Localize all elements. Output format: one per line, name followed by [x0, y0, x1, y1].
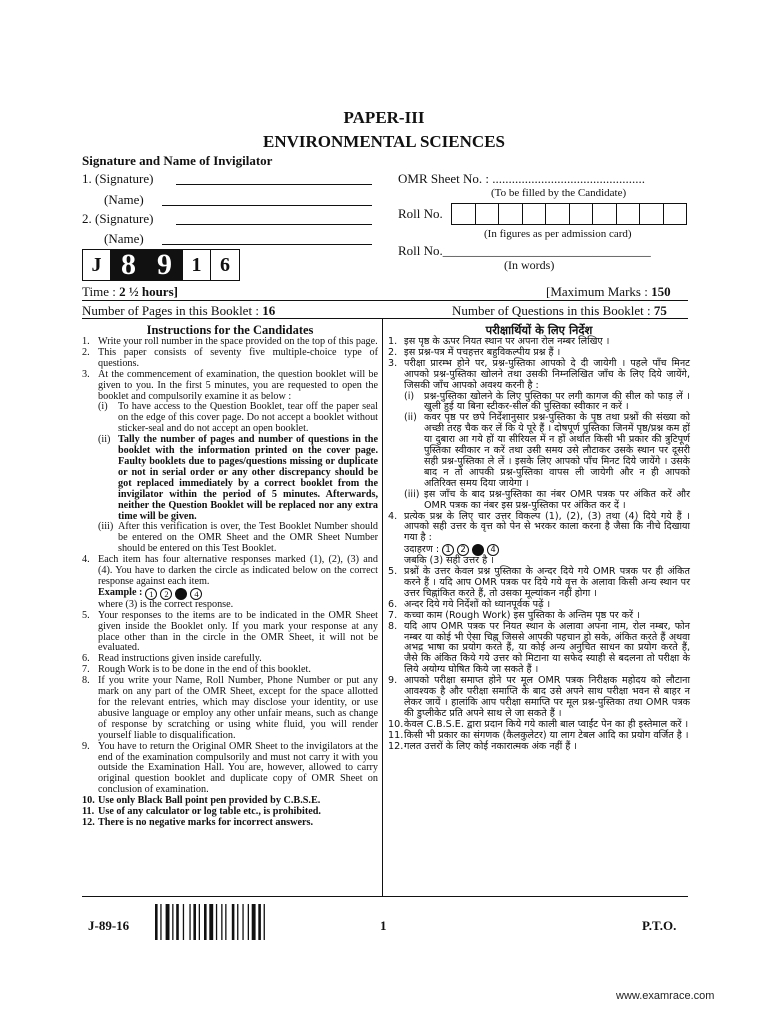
instruction-subitem: (iii) इस जाँच के बाद प्रश्न-पुस्तिका का नंबर OMR पत्रक पर अंकित करें और OMR पत्रक का नंबर इस प्रश्न-पुस्तिका पर अंकित कर दें ।: [404, 488, 690, 511]
name-1-label: (Name): [104, 192, 144, 207]
roll-no-words-label: Roll No.________________________________: [398, 243, 651, 258]
option-circle-4: 4: [190, 588, 202, 600]
instruction-subitem: (ii) Tally the number of pages and number of questions in the booklet with the information printed on the cover page. Faulty booklets due to pages/questions missing or duplicate or not in serial order or any other discrepancy should be got replaced immediately by a correct booklet from the invigilator within the period of 5 minutes. Afterwards, neither the Question Booklet will be replaced nor any extra time will be given.: [98, 434, 378, 522]
paper-code-box: [82, 249, 240, 281]
instructions-heading-hindi: परीक्षार्थियों के लिए निर्देश: [485, 323, 593, 337]
instruction-item: 8. यदि आप OMR पत्रक पर नियत स्थान के अलावा अपना नाम, रोल नम्बर, फोन नम्बर या कोई भी ऐसा चिह्न जिससे आपकी पहचान हो सके, अंकित करते हैं अथवा अभद्र भाषा का प्रयोग करते हैं, या कोई अन्य अनुचित साधन का प्रयोग करते हैं, जैसे कि अंकित किये गये उत्तर को मिटाना या सफेद स्याही से बदलना तो परीक्षा के लिये अयोग्य घोषित किये जा सकते हैं ।: [388, 620, 690, 676]
questions-label: Number of Questions in this Booklet :: [452, 303, 654, 318]
instruction-item: 3. At the commencement of examination, the question booklet will be given to you. In the first 5 minutes, you are requested to open the booklet and compulsorily examine it as below :: [82, 368, 378, 402]
instruction-item: 1. इस पृष्ठ के ऊपर नियत स्थान पर अपना रोल नम्बर लिखिए ।: [388, 336, 610, 347]
time-row: [82, 285, 178, 299]
example-note-hindi: जबकि (3) सही उत्तर है ।: [404, 555, 494, 567]
instructions-english: [82, 323, 378, 829]
option-circle-4: 4: [487, 544, 499, 556]
roll-number-boxes[interactable]: [451, 203, 687, 225]
code-digit-1: 8: [111, 250, 147, 280]
instruction-item: 6. अन्दर दिये गये निर्देशों को ध्यानपूर्वक पढ़ें ।: [388, 598, 551, 610]
pto-label: P.T.O.: [642, 918, 677, 933]
max-marks-value: 150: [651, 284, 671, 299]
instruction-item: 10. Use only Black Ball point pen provided by C.B.S.E.: [82, 795, 321, 807]
instruction-item: 1. Write your roll number in the space provided on the top of this page.: [82, 336, 378, 347]
code-digit-3: 1: [183, 250, 211, 280]
roll-no-words-note: (In words): [504, 258, 555, 272]
instructions-heading: Instructions for the Candidates: [146, 323, 314, 337]
instruction-item: 3. परीक्षा प्रारम्भ होने पर, प्रश्न-पुस्तिका आपको दे दी जायेगी । पहले पाँच मिनट आपको प्रश्न-पुस्तिका खोलने तथा उसकी निम्नलिखित जाँच के लिए दिये जायेंगे, जिसकी जाँच आपको अवश्य करनी है :: [388, 357, 690, 391]
option-circle-1: 1: [145, 588, 157, 600]
column-divider: [382, 318, 383, 896]
code-letter: J: [83, 250, 111, 280]
omr-sheet-note: (To be filled by the Candidate): [491, 187, 627, 199]
invigilator-heading: Signature and Name of Invigilator: [82, 153, 273, 168]
instruction-subitem: (i) प्रश्न-पुस्तिका खोलने के लिए पुस्तिका पर लगी कागज की सील को फाड़ लें । खुली हुई या बिना स्टीकर-सील की पुस्तिका स्वीकार न करें ।: [404, 390, 690, 413]
max-marks-row: [546, 285, 671, 299]
option-circle-2: 2: [160, 588, 172, 600]
instruction-item: 12. There is no negative marks for incorrect answers.: [82, 816, 314, 828]
instruction-item: 8. If you write your Name, Roll Number, Phone Number or put any mark on any part of the OMR Sheet, except for the space allotted for the relevant entries, which may disclose your identity, or use abusive language or employ any other unfair means, such as change of response by scratching or using white fluid, you will render yourself liable to disqualification.: [82, 675, 378, 741]
option-circle-2: 2: [457, 544, 469, 556]
instruction-item: 5. प्रश्नों के उत्तर केवल प्रश्न पुस्तिका के अन्दर दिये गये OMR पत्रक पर ही अंकित करने हैं । यदि आप OMR पत्रक पर दिये गये वृत्त के अलावा किसी अन्य स्थान पर उत्तर चिह्नांकित करते हैं, तो उसका मूल्यांकन नहीं होगा ।: [388, 566, 690, 599]
questions-row: [452, 304, 667, 318]
instruction-item: 2. इस प्रश्न-पत्र में पचहत्तर बहुविकल्पीय प्रश्न हैं ।: [388, 346, 561, 358]
instruction-item: 7. कच्चा काम (Rough Work) इस पुस्तिका के अन्तिम पृष्ठ पर करें ।: [388, 609, 640, 621]
instruction-item: 12. गलत उत्तरों के लिए कोई नकारात्मक अंक नहीं हैं ।: [388, 740, 578, 752]
divider-top: [82, 300, 688, 301]
instruction-item: 7. Rough Work is to be done in the end of this booklet.: [82, 664, 311, 676]
signature-1-line[interactable]: [176, 184, 372, 185]
example-note: where (3) is the correct response.: [98, 598, 234, 610]
roll-no-label: Roll No.: [398, 206, 443, 221]
instruction-item: 11. किसी भी प्रकार का संगणक (कैलकुलेटर) या लाग टेबल आदि का प्रयोग वर्जित है ।: [388, 729, 689, 741]
instructions-hindi: [388, 323, 690, 753]
example-label: Example :: [98, 587, 143, 599]
instruction-item: 4. प्रत्येक प्रश्न के लिए चार उत्तर विकल्प (1), (2), (3) तथा (4) दिये गये हैं । आपको सही उत्तर के वृत्त को पेन से भरकर काला करना है जैसा कि नीचे दिखाया गया है :: [388, 510, 690, 544]
pages-row: [82, 304, 275, 318]
barcode-icon: [155, 904, 297, 940]
signature-2-line[interactable]: [176, 224, 372, 225]
instruction-subitem: (i) To have access to the Question Booklet, tear off the paper seal on the edge of this cover page. Do not accept a booklet without sticker-seal and do not accept an open booklet.: [98, 401, 378, 435]
name-2-label: (Name): [104, 231, 144, 246]
paper-number: PAPER-III: [343, 108, 425, 127]
instruction-item: 6. Read instructions given inside carefully.: [82, 653, 262, 665]
page-number: 1: [380, 918, 387, 933]
subject-title: ENVIRONMENTAL SCIENCES: [263, 132, 505, 151]
questions-value: 75: [653, 303, 667, 318]
pages-label: Number of Pages in this Booklet :: [82, 303, 263, 318]
instruction-item: 11. Use of any calculator or log table etc., is prohibited.: [82, 806, 321, 818]
roll-no-note: (In figures as per admission card): [484, 228, 632, 240]
signature-2-label: 2. (Signature): [82, 211, 154, 226]
option-circle-3-filled: 3: [175, 588, 187, 600]
omr-sheet-label: OMR Sheet No. : ...............................................: [398, 171, 645, 186]
example-label-hindi: उदाहरण :: [404, 543, 440, 555]
instruction-item: 2. This paper consists of seventy five multiple-choice type of questions.: [82, 346, 378, 369]
signature-1-label: 1. (Signature): [82, 171, 154, 186]
code-digit-2: 9: [147, 250, 183, 280]
divider-bottom: [82, 896, 688, 897]
instruction-item: 10. केवल C.B.S.E. द्वारा प्रदान किये गये काली बाल प्वाईंट पेन का ही इस्तेमाल करें ।: [388, 718, 689, 730]
instruction-item: 9. You have to return the Original OMR Sheet to the invigilators at the end of the examination compulsorily and must not carry it with you outside the Examination Hall. You are, however, allowed to carry original question booklet and duplicate copy of OMR Sheet on conclusion of examination.: [82, 740, 378, 796]
instruction-item: 5. Your responses to the items are to be indicated in the OMR Sheet given inside the Booklet only. If you mark your response at any place other than in the circle in the OMR Sheet, it will not be evaluated.: [82, 609, 378, 654]
divider-columns-top: [82, 318, 688, 319]
code-digit-4: 6: [220, 253, 230, 276]
instruction-item: 4. Each item has four alternative responses marked (1), (2), (3) and (4). You have to darken the circle as indicated below on the correct response against each item.: [82, 554, 378, 587]
time-value: 2 ½ hours]: [119, 284, 178, 299]
website-watermark: www.examrace.com: [616, 990, 715, 1002]
instruction-subitem: (ii) कवर पृष्ठ पर छपे निर्देशानुसार प्रश्न-पुस्तिका के पृष्ठ तथा प्रश्नों की संख्या को अच्छी तरह चैक कर लें कि ये पूरे हैं । दोषपूर्ण पुस्तिका जिनमें पृष्ठ/प्रश्न कम हों या दुबारा आ गये हों या सीरियल में न हों अर्थात किसी भी प्रकार की त्रुटिपूर्ण पुस्तिका स्वीकार न करें तथा उसी समय उसे लौटाकर उसके स्थान पर दूसरी सही प्रश्न-पुस्तिका ले लें । इसके लिए आपको पाँच मिनट दिये जायेंगे । उसके बाद न तो आपकी प्रश्न-पुस्तिका वापस ली जायेगी और न ही आपको अतिरिक्त समय दिया जायेगा ।: [404, 412, 690, 489]
instruction-item: 9. आपको परीक्षा समाप्त होने पर मूल OMR पत्रक निरीक्षक महोदय को लौटाना आवश्यक है और परीक्षा समाप्ति के बाद उसे अपने साथ परीक्षा भवन से बाहर न लेकर जायें । हालांकि आप परीक्षा समाप्ति पर मूल प्रश्न-पुस्तिका तथा OMR पत्रक की डुप्लीकेट प्रति अपने साथ ले जा सकते हैं ।: [388, 675, 690, 719]
max-marks-label: [Maximum Marks :: [546, 284, 652, 299]
option-circle-3-filled: 3: [472, 544, 484, 556]
name-1-line[interactable]: [162, 205, 372, 206]
pages-value: 16: [262, 303, 276, 318]
option-circle-1: 1: [442, 544, 454, 556]
instruction-subitem: (iii) After this verification is over, the Test Booklet Number should be entered on the OMR Sheet and the OMR Sheet Number should be entered on this Test Booklet.: [98, 521, 378, 555]
name-2-line[interactable]: [162, 244, 372, 245]
time-label: Time :: [82, 284, 120, 299]
footer-paper-code: J-89-16: [88, 918, 130, 933]
